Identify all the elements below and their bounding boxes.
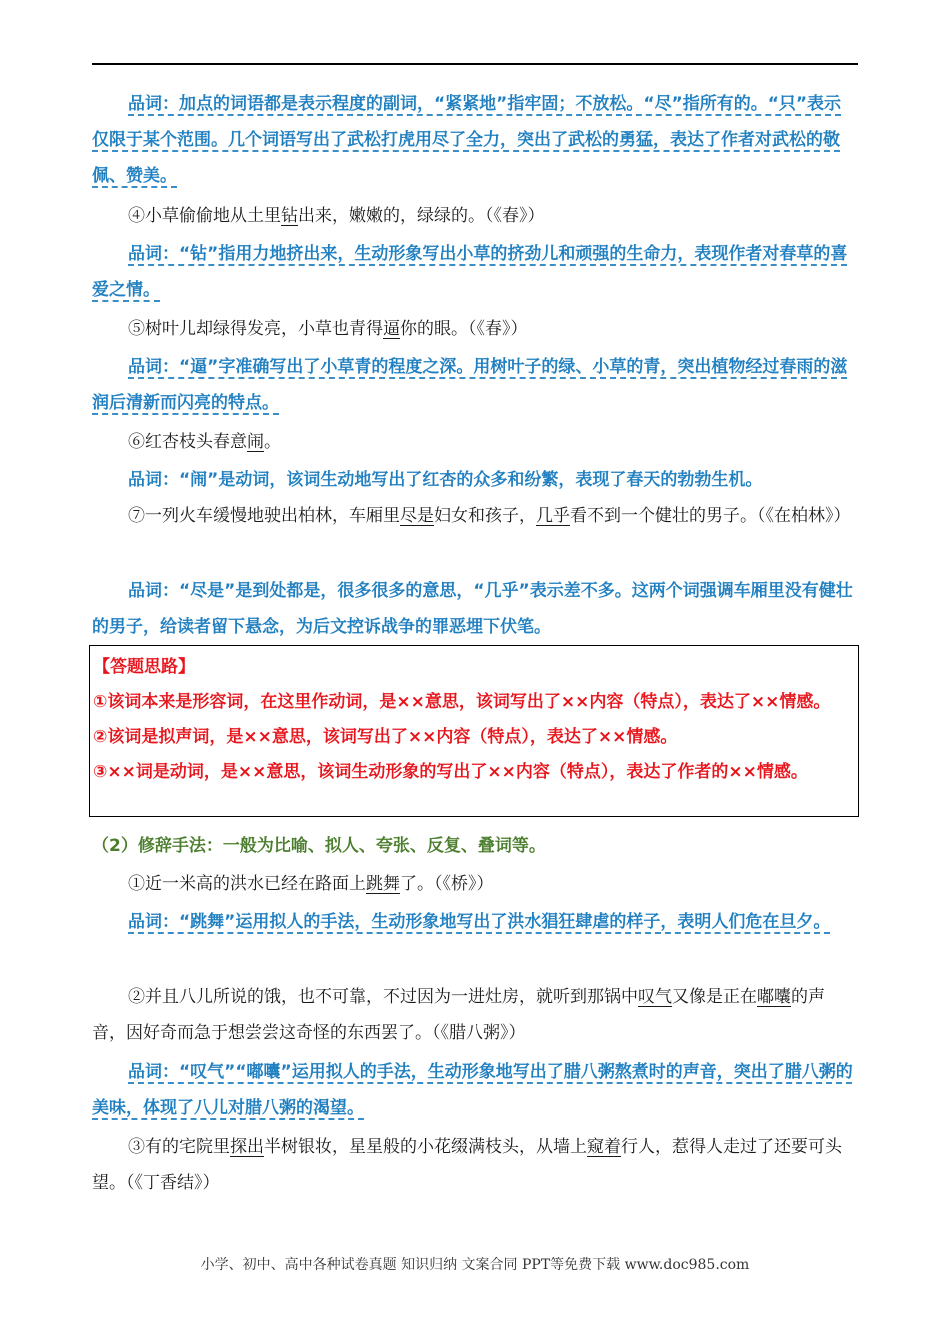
example-5: ⑤树叶儿却绿得发亮，小草也青得逼你的眼。（《春》） [128,319,528,339]
section-heading-rhetoric: （2）修辞手法：一般为比喻、拟人、夸张、反复、叠词等。 [92,836,546,856]
analysis-text: 品词：加点的词语都是表示程度的副词，“紧紧地”指牢固；不放松。“尽”指所有的。“只”表示仅限于某个范围。几个词语写出了武松打虎用尽了全力，突出了武松的勇猛，表达了作者对武松的敬佩、赞美。 [92,94,842,186]
underlined-word: 闹 [247,432,264,452]
underlined-word: 探出 [230,1137,264,1157]
box-line-3: ③××词是动词，是××意思，该词生动形象的写出了××内容（特点），表达了作者的××情感。 [93,762,808,782]
underlined-word: 叹气 [638,987,672,1007]
underlined-word: 跳舞 [366,874,400,894]
example-4: ④小草偷偷地从土里钻出来，嫩嫩的，绿绿的。（《春》） [128,206,545,226]
box-line-2: ②该词是拟声词，是××意思，该词写出了××内容（特点），表达了××情感。 [93,727,678,747]
underlined-word: 尽是 [400,506,434,526]
box-title: 【答题思路】 [93,657,195,677]
analysis-paragraph-1 [92,86,858,194]
example-6: ⑥红杏枝头春意闹。 [128,432,281,452]
rhetoric-example-2: ②并且八儿所说的饿，也不可靠，不过因为一进灶房，就听到那锅中叹气又像是正在嘟囔的声音，因好奇而急于想尝尝这奇怪的东西罢了。（《腊八粥》） [92,987,825,1043]
analysis-paragraph-7: 品词：“尽是”是到处都是，很多很多的意思，“几乎”表示差不多。这两个词强调车厢里没有健壮的男子，给读者留下悬念，为后文控诉战争的罪恶埋下伏笔。 [92,581,853,637]
underlined-word: 几乎 [536,506,570,526]
box-line-1: ①该词本来是形容词，在这里作动词，是××意思，该词写出了××内容（特点），表达了××情感。 [93,692,831,712]
answer-approach-box [89,645,859,817]
underlined-word: 嘟囔 [757,987,791,1007]
analysis-paragraph-6: 品词：“闹”是动词，该词生动地写出了红杏的众多和纷繁，表现了春天的勃勃生机。 [128,470,763,490]
underlined-word: 钻 [281,206,298,226]
rhetoric-analysis-1: 品词：“跳舞”运用拟人的手法，生动形象地写出了洪水猖狂肆虐的样子，表明人们危在旦夕。 [128,912,831,932]
header-rule [92,63,858,65]
analysis-paragraph-5: 品词：“逼”字准确写出了小草青的程度之深。用树叶子的绿、小草的青，突出植物经过春雨的滋润后清新而闪亮的特点。 [92,357,848,413]
example-7: ⑦一列火车缓慢地驶出柏林，车厢里尽是妇女和孩子，几乎看不到一个健壮的男子。（《在柏林》） [128,506,851,526]
rhetoric-example-1: ①近一米高的洪水已经在路面上跳舞了。（《桥》） [128,874,494,894]
underlined-word: 逼 [383,319,400,339]
rhetoric-analysis-2: 品词：“叹气”“嘟囔”运用拟人的手法，生动形象地写出了腊八粥熬煮时的声音，突出了腊八粥的美味，体现了八儿对腊八粥的渴望。 [92,1062,853,1118]
rhetoric-example-3: ③有的宅院里探出半树银妆，星星般的小花缀满枝头，从墙上窥着行人，惹得人走过了还要可头望。（《丁香结》） [92,1137,842,1193]
page-footer: 小学、初中、高中各种试卷真题 知识归纳 文案合同 PPT等免费下载 www.doc985.com [200,1257,750,1273]
underlined-word: 窥着 [587,1137,621,1157]
analysis-paragraph-4: 品词：“钻”指用力地挤出来，生动形象写出小草的挤劲儿和顽强的生命力，表现作者对春草的喜爱之情。 [92,244,848,300]
